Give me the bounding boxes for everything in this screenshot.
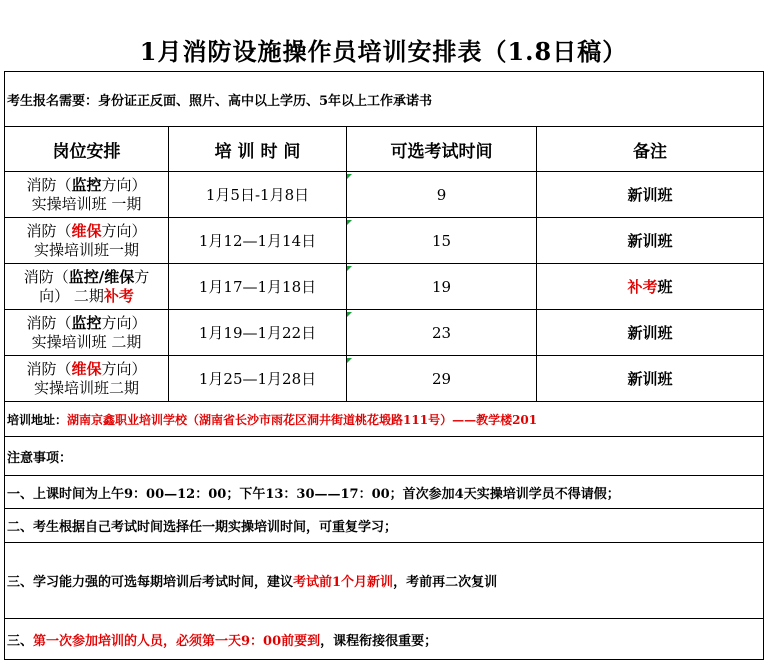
training-address: 培训地址：湖南京鑫职业培训学校（湖南省长沙市雨花区洞井街道桃花塅路111号）——教学楼201	[5, 402, 764, 437]
position-cell: 消防（维保方向） 实操培训班一期	[5, 218, 169, 264]
remarks-cell: 新训班	[537, 172, 764, 218]
table-row	[5, 218, 764, 264]
note-item: 三、学习能力强的可选每期培训后考试时间，建议考试前1个月新训，考前再二次复训	[5, 543, 764, 619]
header-row	[5, 127, 764, 172]
position-cell: 消防（监控方向） 实操培训班 二期	[5, 310, 169, 356]
remarks-cell: 新训班	[537, 218, 764, 264]
table-row	[5, 356, 764, 402]
training-time-cell: 1月5日-1月8日	[169, 172, 347, 218]
exam-time-cell: 23	[347, 310, 537, 356]
requirements-text: 考生报名需要：身份证正反面、照片、高中以上学历、5年以上工作承诺书	[5, 72, 764, 127]
schedule-table	[4, 71, 764, 660]
header-exam-time: 可选考试时间	[347, 127, 537, 172]
exam-time-cell: 15	[347, 218, 537, 264]
cell-comment-marker	[347, 266, 352, 271]
table-row	[5, 310, 764, 356]
note-item: 一、上课时间为上午9：00—12：00；下午13：30——17：00；首次参加4天实操培训学员不得请假；	[5, 476, 764, 509]
training-time-cell: 1月17—1月18日	[169, 264, 347, 310]
note-item: 二、考生根据自己考试时间选择任一期实操培训时间，可重复学习；	[5, 509, 764, 543]
notes-title: 注意事项：	[5, 437, 764, 476]
cell-comment-marker	[347, 220, 352, 225]
page-title: 1月消防设施操作员培训安排表（1.8日稿）	[139, 37, 628, 66]
training-time-cell: 1月25—1月28日	[169, 356, 347, 402]
cell-comment-marker	[347, 312, 352, 317]
position-cell: 消防（维保方向） 实操培训班二期	[5, 356, 169, 402]
exam-time-cell: 29	[347, 356, 537, 402]
header-training-time: 培 训 时 间	[169, 127, 347, 172]
table-row	[5, 264, 764, 310]
header-position: 岗位安排	[5, 127, 169, 172]
position-cell: 消防（监控/维保方 向） 二期补考	[5, 264, 169, 310]
header-remarks: 备注	[537, 127, 764, 172]
remarks-cell: 新训班	[537, 356, 764, 402]
cell-comment-marker	[347, 358, 352, 363]
note-item: 三、第一次参加培训的人员，必须第一天9：00前要到，课程衔接很重要；	[5, 619, 764, 660]
training-time-cell: 1月12—1月14日	[169, 218, 347, 264]
exam-time-cell: 19	[347, 264, 537, 310]
table-row	[5, 172, 764, 218]
training-time-cell: 1月19—1月22日	[169, 310, 347, 356]
cell-comment-marker	[347, 174, 352, 179]
remarks-cell: 补考班	[537, 264, 764, 310]
position-cell: 消防（监控方向） 实操培训班 一期	[5, 172, 169, 218]
exam-time-cell: 9	[347, 172, 537, 218]
remarks-cell: 新训班	[537, 310, 764, 356]
